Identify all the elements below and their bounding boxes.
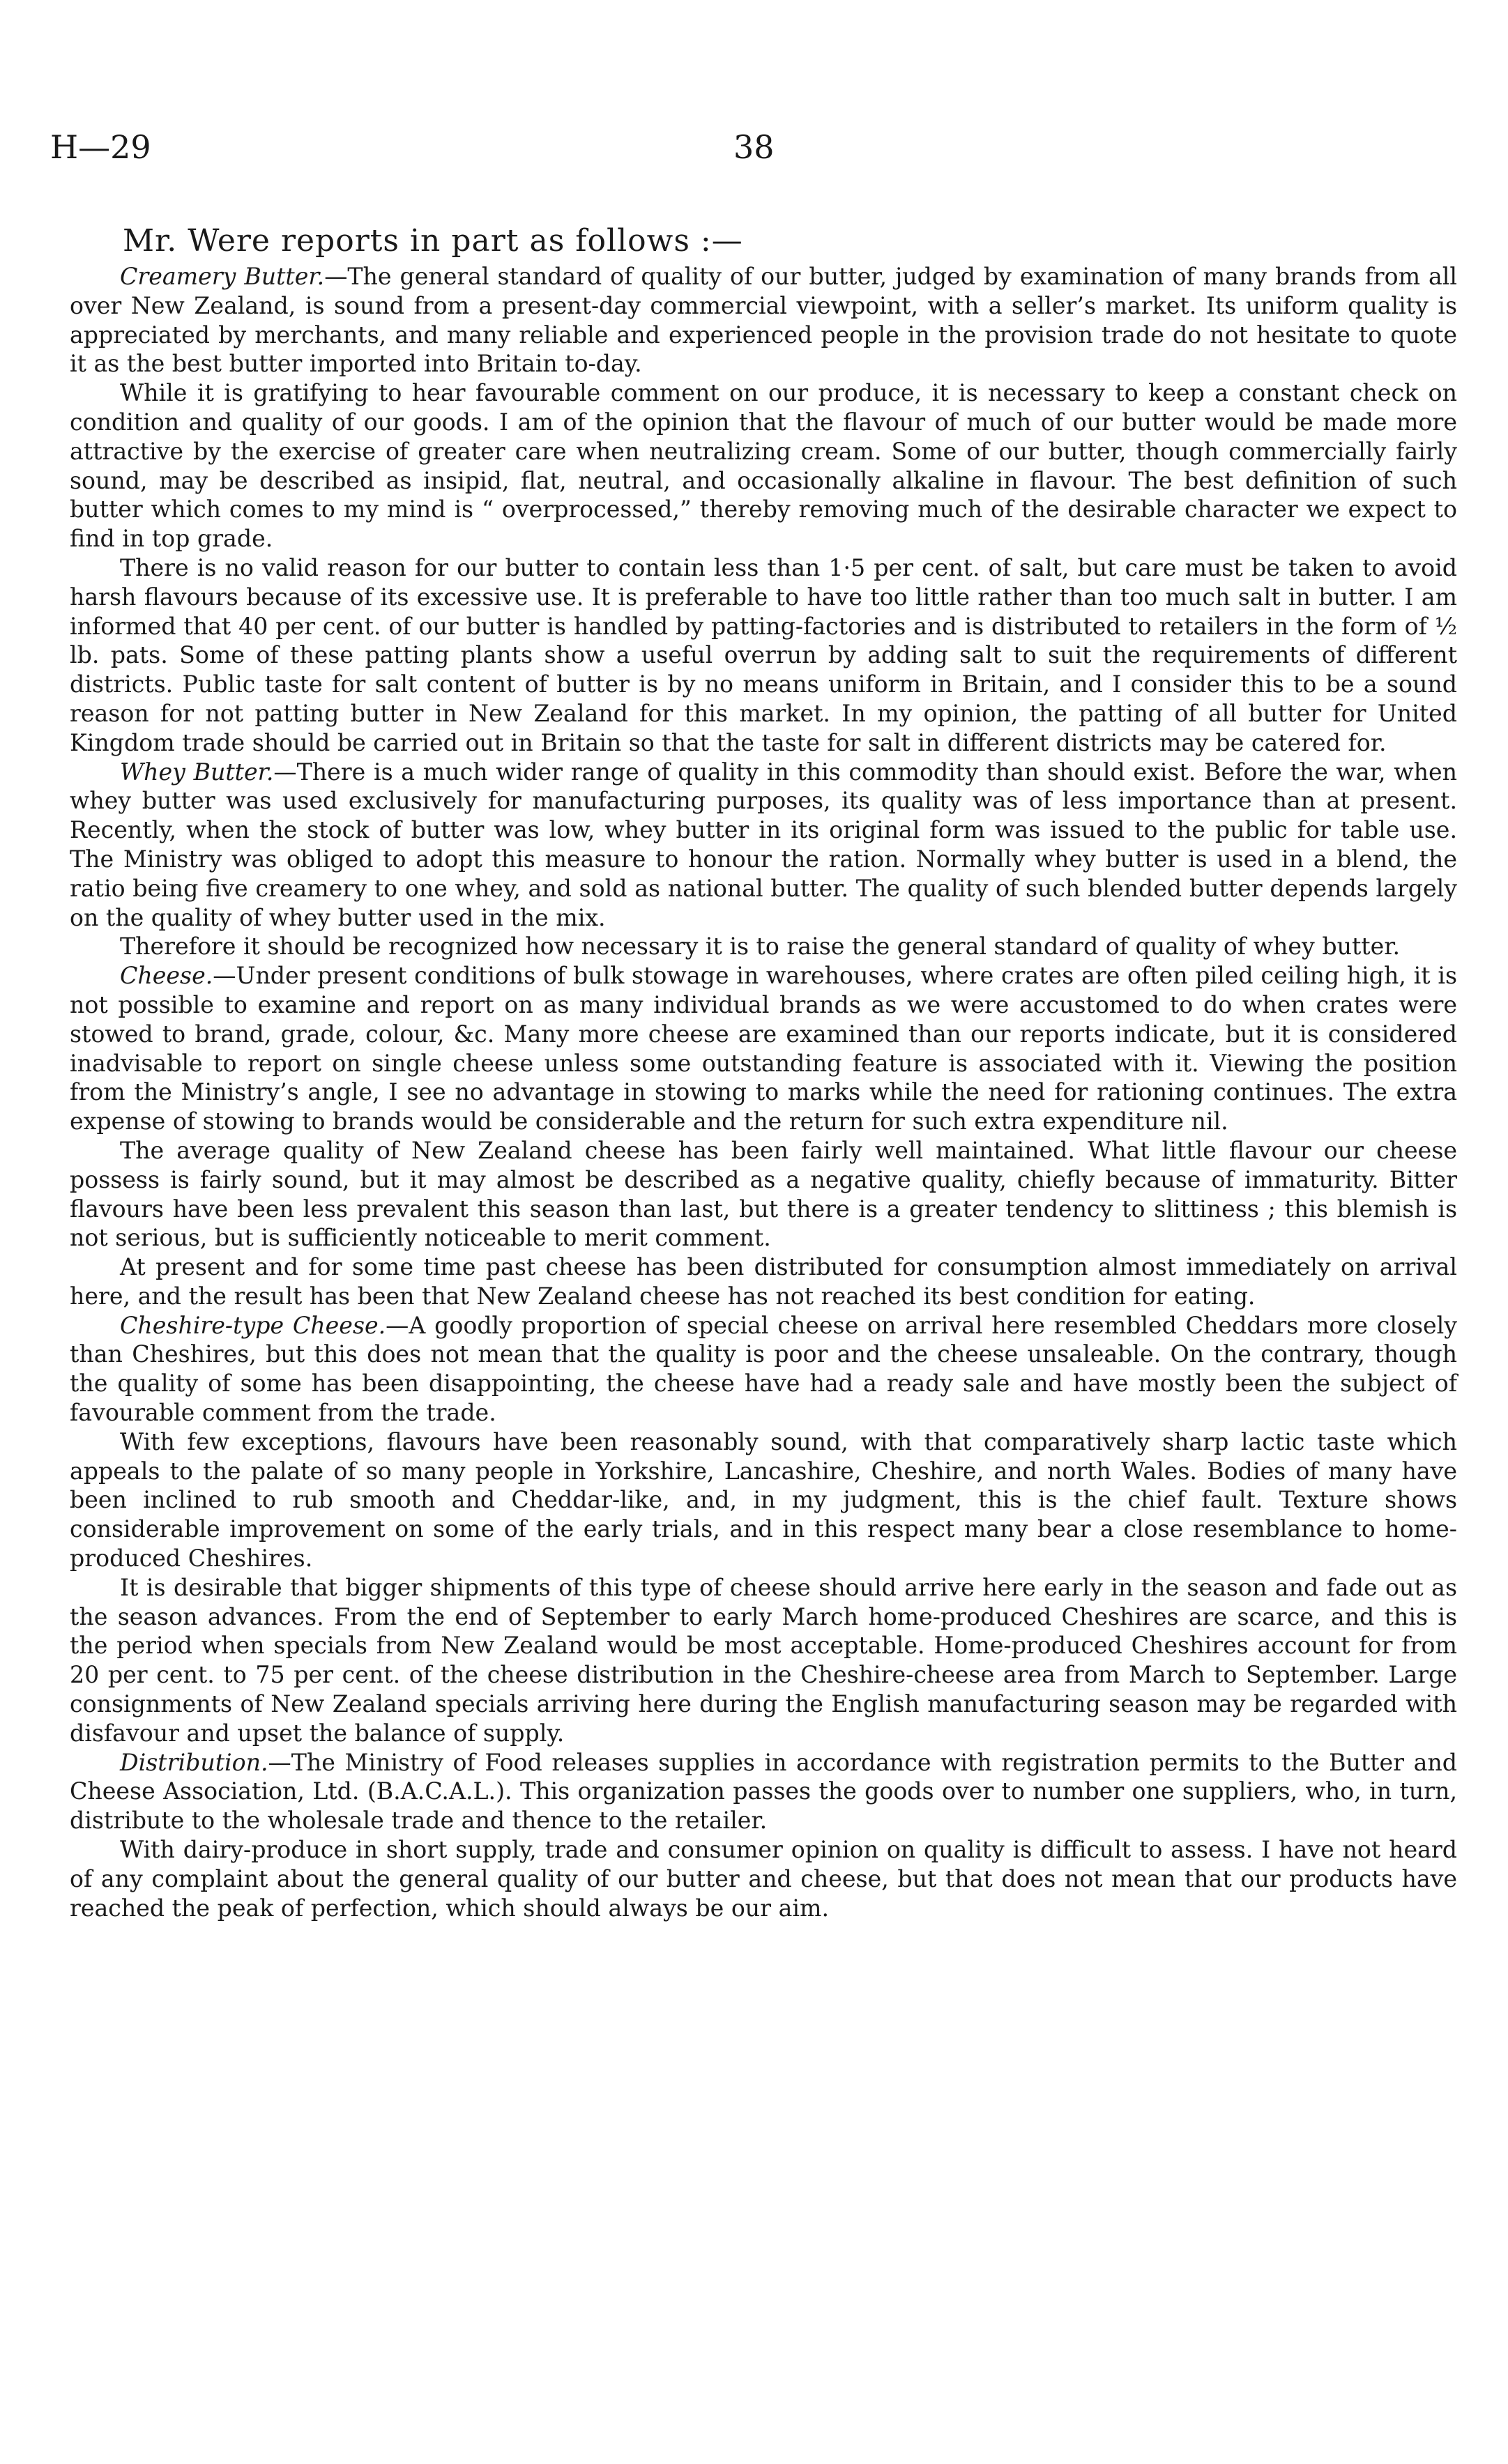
running-head bbox=[50, 123, 1445, 171]
section-lead: Cheese. bbox=[120, 962, 213, 990]
paragraph-distribution bbox=[70, 1748, 1457, 1835]
paragraph-text: It is desirable that bigger shipments of this type of cheese should arrive here early in the season and fade out as the season advances. From the end of September to early March home-produced Cheshires are scarce, and this is the period when specials from New Zealand would be most acceptable. Home-produced Cheshires account for from 20 per cent. to 75 per cent. of the cheese distribution in the Cheshire-cheese area from March to September. Large consignments of New Zealand specials arriving here during the English manufacturing season may be regarded with disfavour and upset the balance of supply. bbox=[70, 1573, 1457, 1747]
paragraph bbox=[70, 932, 1457, 961]
paragraph-text: While it is gratifying to hear favourable comment on our produce, it is necessary to keep a constant check on condition and quality of our goods. I am of the opinion that the flavour of much of our butter would be made more attractive by the exercise of greater care when neutralizing cream. Some of our butter, though commercially fairly sound, may be described as insipid, flat, neutral, and occasionally alkaline in flavour. The best definition of such butter which comes to my mind is “ overprocessed,” thereby removing much of the desirable character we expect to find in top grade. bbox=[70, 379, 1457, 553]
section-lead: Distribution. bbox=[120, 1748, 268, 1776]
section-lead: Cheshire-type Cheese. bbox=[120, 1311, 386, 1339]
paragraph bbox=[70, 1136, 1457, 1253]
paragraph-text: With dairy-produce in short supply, trade and consumer opinion on quality is difficult to assess. I have not heard of any complaint about the general quality of our butter and cheese, but that does not mean that our products have reached the peak of perfection, which should always be our aim. bbox=[70, 1836, 1457, 1922]
paragraph-text: —There is a much wider range of quality in this commodity than should exist. Before the war, when whey butter was used exclusively for manufacturing purposes, its quality was of less importance than at present. Recently, when the stock of butter was low, whey butter in its original form was issued to the public for table use. The Ministry was obliged to adopt this measure to honour the ration. Normally whey butter is used in a blend, the ratio being five creamery to one whey, and sold as national butter. The quality of such blended butter depends largely on the quality of whey butter used in the mix. bbox=[70, 758, 1457, 931]
paragraph-creamery-butter bbox=[70, 262, 1457, 378]
document-reference: H—29 bbox=[50, 128, 151, 166]
paragraph-whey-butter bbox=[70, 758, 1457, 933]
paragraph bbox=[70, 1835, 1457, 1922]
paragraph bbox=[70, 553, 1457, 758]
paragraph bbox=[70, 1428, 1457, 1573]
paragraph-text: The average quality of New Zealand cheese has been fairly well maintained. What little flavour our cheese possess is fairly sound, but it may almost be described as a negative quality, chiefly because of immaturity. Bitter flavours have been less prevalent this season than last, but there is a greater tendency to slittiness ; this blemish is not serious, but is sufficiently noticeable to merit comment. bbox=[70, 1136, 1457, 1252]
paragraph-text: At present and for some time past cheese has been distributed for consumption almost immediately on arrival here, and the result has been that New Zealand cheese has not reached its best condition for eating. bbox=[70, 1253, 1457, 1310]
paragraph bbox=[70, 378, 1457, 553]
section-lead: Creamery Butter. bbox=[120, 263, 325, 290]
page-number: 38 bbox=[733, 128, 775, 166]
paragraph-text: With few exceptions, flavours have been reasonably sound, with that comparatively sharp lactic taste which appeals to the palate of so many people in Yorkshire, Lancashire, Cheshire, and north Wales. Bodies of many have been inclined to rub smooth and Cheddar-like, and, in my judgment, this is the chief fault. Texture shows considerable improvement on some of the early trials, and in this respect many bear a close resemblance to home-produced Cheshires. bbox=[70, 1428, 1457, 1572]
intro-line: Mr. Were reports in part as follows :— bbox=[123, 223, 743, 259]
paragraph-cheshire-type-cheese bbox=[70, 1311, 1457, 1428]
paragraph-cheese bbox=[70, 961, 1457, 1136]
paragraph-text: There is no valid reason for our butter to contain less than 1·5 per cent. of salt, but care must be taken to avoid harsh flavours because of its excessive use. It is preferable to have too little rather than too much salt in butter. I am informed that 40 per cent. of our butter is handled by patting-factories and is distributed to retailers in the form of ½ lb. pats. Some of these patting plants show a useful overrun by adding salt to suit the requirements of different districts. Public taste for salt content of butter is by no means uniform in Britain, and I consider this to be a sound reason for not patting butter in New Zealand for this market. In my opinion, the patting of all butter for United Kingdom trade should be carried out in Britain so that the taste for salt in different districts may be catered for. bbox=[70, 553, 1457, 756]
report-body bbox=[70, 262, 1457, 1922]
paragraph-text: Therefore it should be recognized how necessary it is to raise the general standard of quality of whey butter. bbox=[120, 933, 1401, 961]
section-lead: Whey Butter. bbox=[120, 758, 274, 786]
paragraph-text: —The Ministry of Food releases supplies in accordance with registration permits to the Butter and Cheese Association, Ltd. (B.A.C.A.L.). This organization passes the goods over to number one suppliers, who, in turn, distribute to the wholesale trade and thence to the retailer. bbox=[70, 1748, 1457, 1835]
paragraph-text: —Under present conditions of bulk stowage in warehouses, where crates are often piled ceiling high, it is not possible to examine and report on as many individual brands as we were accustomed to do when crates were stowed to brand, grade, colour, &c. Many more cheese are examined than our reports indicate, but it is considered inadvisable to report on single cheese unless some outstanding feature is associated with it. Viewing the position from the Ministry’s angle, I see no advantage in stowing to marks while the need for rationing continues. The extra expense of stowing to brands would be considerable and the return for such extra expenditure nil. bbox=[70, 962, 1457, 1135]
paragraph bbox=[70, 1573, 1457, 1748]
paragraph-text: —The general standard of quality of our butter, judged by examination of many brands from all over New Zealand, is sound from a present-day commercial viewpoint, with a seller’s market. Its uniform quality is appreciated by merchants, and many reliable and experienced people in the provision trade do not hesitate to quote it as the best butter imported into Britain to-day. bbox=[70, 263, 1457, 378]
paragraph bbox=[70, 1253, 1457, 1311]
paragraph-text: —A goodly proportion of special cheese on arrival here resembled Cheddars more closely than Cheshires, but this does not mean that the quality is poor and the cheese unsaleable. On the contrary, though the quality of some has been disappointing, the cheese have had a ready sale and have mostly been the subject of favourable comment from the trade. bbox=[70, 1311, 1458, 1427]
